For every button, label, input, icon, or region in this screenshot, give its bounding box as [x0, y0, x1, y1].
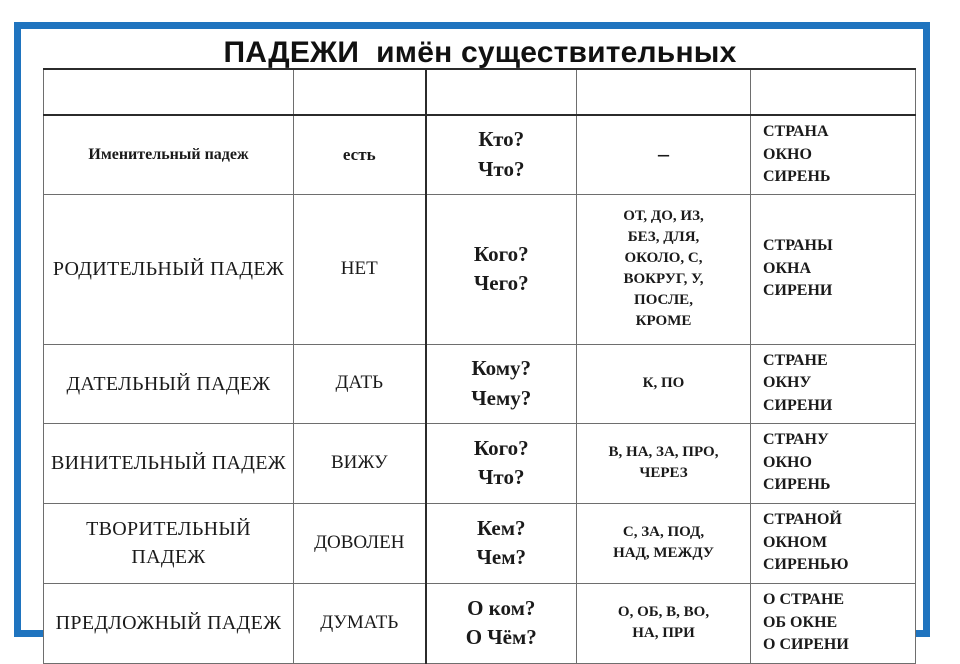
- preposition-line: В, НА, ЗА, ПРО,: [608, 444, 719, 460]
- question: Чего?: [473, 271, 529, 295]
- questions-cell: [426, 344, 577, 423]
- preposition-line: О, ОБ, В, ВО,: [617, 604, 710, 620]
- preposition-line: БЕЗ, ДЛЯ,: [627, 229, 700, 245]
- example-word: СИРЕНИ: [763, 282, 833, 300]
- preposition-line: ПОСЛЕ,: [634, 292, 693, 308]
- case-name: ВИНИТЕЛЬНЫЙ ПАДЕЖ: [51, 452, 286, 474]
- example-word: СТРАНЕ: [763, 351, 828, 369]
- question: Что?: [478, 465, 525, 489]
- helper-word: ДОВОЛЕН: [314, 531, 405, 553]
- preposition-line: –: [658, 141, 669, 167]
- question: О ком?: [467, 595, 536, 620]
- example-word: СИРЕНЬ: [763, 476, 831, 494]
- table-row-genitive: [44, 194, 916, 344]
- questions-cell: [426, 423, 577, 503]
- examples-cell: [751, 194, 916, 344]
- prepositions-cell: [577, 503, 751, 583]
- questions-cell: [426, 503, 577, 583]
- preposition-line: С, ЗА, ПОД,: [622, 524, 705, 540]
- example-word: СИРЕНЬЮ: [763, 556, 849, 574]
- helper-word: ДУМАТЬ: [320, 611, 399, 633]
- example-word: О СТРАНЕ: [763, 591, 845, 609]
- example-word: СТРАНОЙ: [763, 511, 842, 529]
- helper-word: ВИЖУ: [330, 451, 388, 473]
- questions-cell: [426, 583, 577, 663]
- table-row-dative: [44, 344, 916, 423]
- examples-cell: [751, 344, 916, 423]
- helper-word: есть: [342, 144, 376, 164]
- case-name-cell: [44, 583, 294, 663]
- question: Кем?: [476, 515, 526, 540]
- preposition-line: НАД, МЕЖДУ: [613, 545, 714, 561]
- case-name-cell: [44, 115, 294, 194]
- header-cell: [294, 69, 426, 115]
- example-word: ОКНОМ: [763, 533, 828, 551]
- header-cell: [44, 69, 294, 115]
- cases-table: [43, 68, 916, 664]
- helper-word-cell: [294, 503, 426, 583]
- prepositions-cell: [577, 194, 751, 344]
- helper-word-cell: [294, 583, 426, 663]
- example-word: СИРЕНЬ: [763, 167, 831, 185]
- header-cell: [751, 69, 916, 115]
- examples-cell: [751, 583, 916, 663]
- prepositions-cell: [577, 115, 751, 194]
- example-word: СИРЕНИ: [763, 396, 833, 414]
- header-cell: [426, 69, 577, 115]
- table-header-row: [44, 69, 916, 115]
- example-word: СТРАНУ: [763, 431, 829, 449]
- preposition-line: ОТ, ДО, ИЗ,: [623, 208, 704, 224]
- helper-word: ДАТЬ: [335, 372, 384, 394]
- question: Чем?: [476, 545, 527, 569]
- preposition-line: ЧЕРЕЗ: [639, 465, 688, 481]
- questions-cell: [426, 194, 577, 344]
- question: Кто?: [478, 127, 525, 152]
- example-word: СТРАНЫ: [763, 237, 833, 255]
- case-name: ТВОРИТЕЛЬНЫЙ ПАДЕЖ: [86, 518, 251, 568]
- question: Кому?: [471, 356, 532, 381]
- helper-word-cell: [294, 423, 426, 503]
- preposition-line: ВОКРУГ, У,: [623, 271, 704, 287]
- prepositions-cell: [577, 583, 751, 663]
- case-name-cell: [44, 423, 294, 503]
- prepositions-cell: [577, 344, 751, 423]
- example-word: СТРАНА: [763, 123, 829, 141]
- example-word: ОКНО: [763, 145, 812, 163]
- examples-cell: [751, 115, 916, 194]
- example-word: ОКНО: [763, 453, 812, 471]
- case-name: ДАТЕЛЬНЫЙ ПАДЕЖ: [66, 372, 271, 395]
- case-name-cell: [44, 194, 294, 344]
- table-row-accusative: [44, 423, 916, 503]
- case-name-cell: [44, 503, 294, 583]
- table-row-instrumental: [44, 503, 916, 583]
- header-cell: [577, 69, 751, 115]
- examples-cell: [751, 503, 916, 583]
- questions-cell: [426, 115, 577, 194]
- helper-word: НЕТ: [340, 257, 378, 279]
- question: О Чём?: [465, 625, 537, 649]
- case-name: РОДИТЕЛЬНЫЙ ПАДЕЖ: [52, 258, 285, 280]
- table-row-nominative: [44, 115, 916, 194]
- helper-word-cell: [294, 115, 426, 194]
- prepositions-cell: [577, 423, 751, 503]
- question: Что?: [478, 156, 525, 181]
- preposition-line: НА, ПРИ: [632, 625, 695, 641]
- helper-word-cell: [294, 194, 426, 344]
- helper-word-cell: [294, 344, 426, 423]
- case-name: Именительный падеж: [88, 145, 249, 163]
- example-word: ОКНА: [763, 259, 812, 277]
- example-word: О СИРЕНИ: [763, 636, 849, 654]
- question: Чему?: [471, 385, 532, 410]
- page-title: ПАДЕЖИ имён существительных: [223, 36, 737, 69]
- table-row-prepositional: [44, 583, 916, 663]
- case-name-cell: [44, 344, 294, 423]
- question: Кого?: [473, 435, 529, 460]
- examples-cell: [751, 423, 916, 503]
- preposition-line: К, ПО: [642, 375, 685, 391]
- example-word: ОБ ОКНЕ: [763, 613, 838, 631]
- question: Кого?: [473, 241, 529, 266]
- example-word: ОКНУ: [763, 374, 812, 392]
- preposition-line: КРОМЕ: [635, 313, 692, 329]
- case-name: ПРЕДЛОЖНЫЙ ПАДЕЖ: [55, 612, 282, 634]
- preposition-line: ОКОЛО, С,: [624, 250, 703, 266]
